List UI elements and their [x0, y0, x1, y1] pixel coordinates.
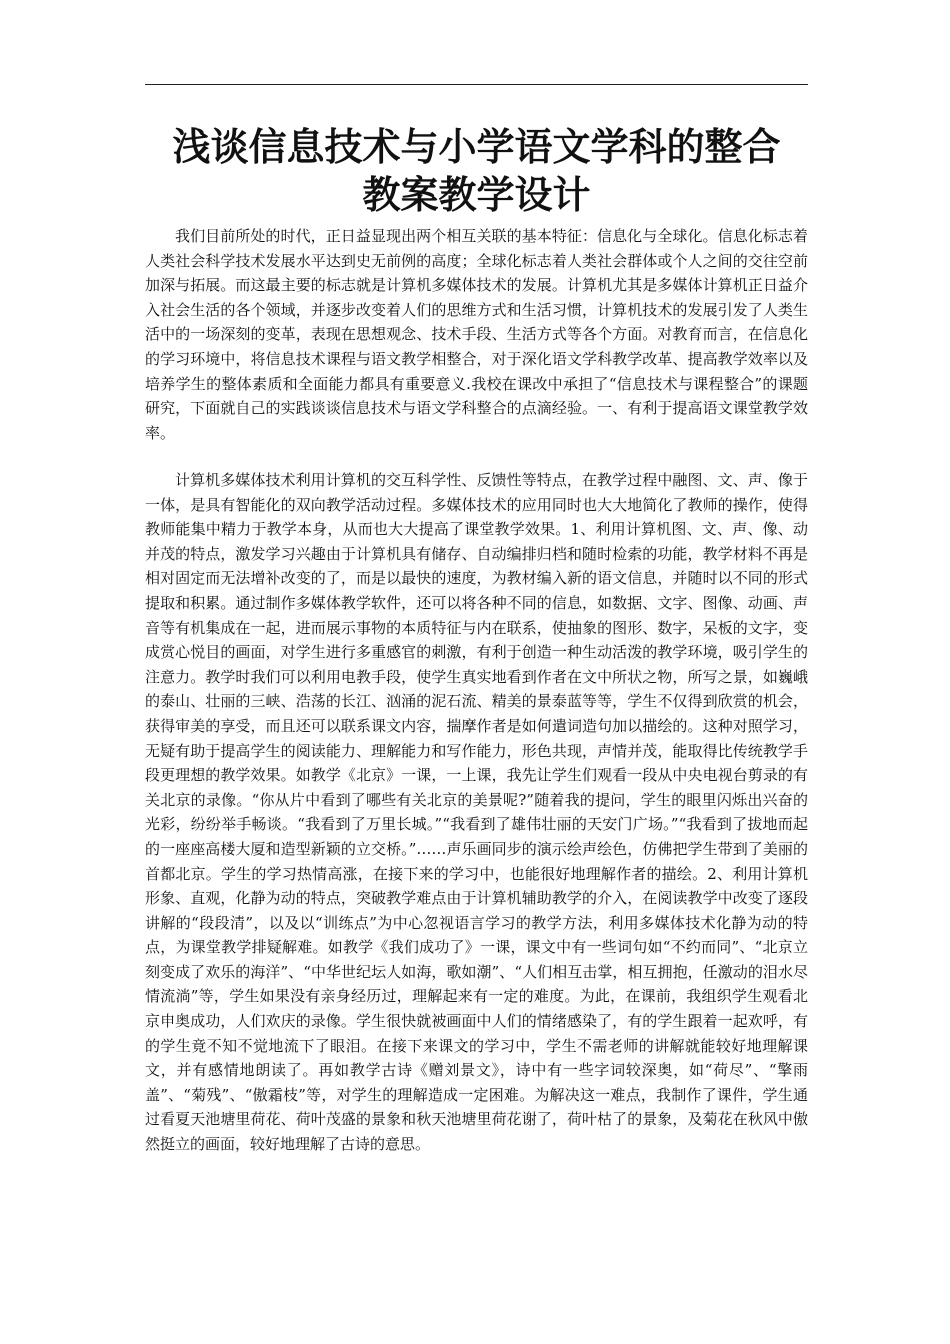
- document-page: [145, 0, 808, 1344]
- document-title: [145, 123, 808, 219]
- title-line-1: 浅谈信息技术与小学语文学科的整合: [172, 125, 781, 169]
- header-rule: [145, 84, 808, 85]
- title-line-2: 教案教学设计: [362, 173, 591, 217]
- paragraph-2: 计算机多媒体技术利用计算机的交互科学性、反馈性等特点，在教学过程中融图、文、声、像于一体，是具有智能化的双向教学活动过程。多媒体技术的应用同时也大大地简化了教师的操作，使得教师能集中精力于教学本身，从而也大大提高了课堂教学效果。1、利用计算机图、文、声、像、动并茂的特点，激发学习兴趣由于计算机具有储存、自动编排归档和随时检索的功能，教学材料不再是相对固定而无法增补改变的了，而是以最快的速度，为教材编入新的语文信息，并随时以不同的形式提取和积累。通过制作多媒体教学软件，还可以将各种不同的信息，如数据、文字、图像、动画、声音等有机集成在一起，进而展示事物的本质特征与内在联系，使抽象的图形、数字，呆板的文字，变成赏心悦目的画面，对学生进行多重感官的刺激，有利于创造一种生动活泼的教学环境，吸引学生的注意力。教学时我们可以利用电教手段，使学生真实地看到作者在文中所状之物，所写之景，如巍峨的泰山、壮丽的三峡、浩荡的长江、汹涌的泥石流、精美的景泰蓝等等，学生不仅得到欣赏的机会，获得审美的享受，而且还可以联系课文内容，揣摩作者是如何遣词造句加以描绘的。这种对照学习，无疑有助于提高学生的阅读能力、理解能力和写作能力，形色共现，声情并茂，能取得比传统教学手段更理想的教学效果。如教学《北京》一课，一上课，我先让学生们观看一段从中央电视台剪录的有关北京的录像。“你从片中看到了哪些有关北京的美景呢?”随着我的提问，学生的眼里闪烁出兴奋的光彩，纷纷举手畅谈。“我看到了万里长城。”“我看到了雄伟壮丽的天安门广场。”“我看到了拔地而起的一座座高楼大厦和造型新颖的立交桥。”……声乐画同步的演示绘声绘色，仿佛把学生带到了美丽的首都北京。学生的学习热情高涨，在接下来的学习中，也能很好地理解作者的描绘。2、利用计算机形象、直观，化静为动的特点，突破教学难点由于计算机辅助教学的介入，在阅读教学中改变了逐段讲解的“段段清”，以及以“训练点”为中心忽视语言学习的教学方法，利用多媒体技术化静为动的特点，为课堂教学排疑解难。如教学《我们成功了》一课，课文中有一些词句如“不约而同”、“北京立刻变成了欢乐的海洋”、“中华世纪坛人如海，歌如潮”、“人们相互击掌，相互拥抱，任激动的泪水尽情流淌”等，学生如果没有亲身经历过，理解起来有一定的难度。为此，在课前，我组织学生观看北京申奥成功，人们欢庆的录像。学生很快就被画面中人们的情绪感染了，有的学生跟着一起欢呼，有的学生竟不知不觉地流下了眼泪。在接下来课文的学习中，学生不需老师的讲解就能较好地理解课文，并有感情地朗读了。再如教学古诗《赠刘景文》，诗中有一些字词较深奥，如“荷尽”、“擎雨盖”、“菊残”、“傲霜枝”等，对学生的理解造成一定困难。为解决这一难点，我制作了课件，学生通过看夏天池塘里荷花、荷叶茂盛的景象和秋天池塘里荷花谢了，荷叶枯了的景象，及菊花在秋风中傲然挺立的画面，较好地理解了古诗的意思。: [145, 471, 808, 1154]
- paragraph-1: 我们目前所处的时代，正日益显现出两个相互关联的基本特征：信息化与全球化。信息化标志着人类社会科学技术发展水平达到史无前例的高度；全球化标志着人类社会群体或个人之间的交往空前加深与拓展。而这最主要的标志就是计算机多媒体技术的发展。计算机尤其是多媒体计算机正日益介入社会生活的各个领域，并逐步改变着人们的思维方式和生活习惯，计算机技术的发展引发了人类生活中的一场深刻的变革，表现在思想观念、技术手段、生活方式等各个方面。对教育而言，在信息化的学习环境中，将信息技术课程与语文教学相整合，对于深化语文学科教学改革、提高教学效率以及培养学生的整体素质和全面能力都具有重要意义.我校在课改中承担了“信息技术与课程整合”的课题研究，下面就自己的实践谈谈信息技术与语文学科整合的点滴经验。一、有利于提高语文课堂教学效率。: [145, 227, 808, 442]
